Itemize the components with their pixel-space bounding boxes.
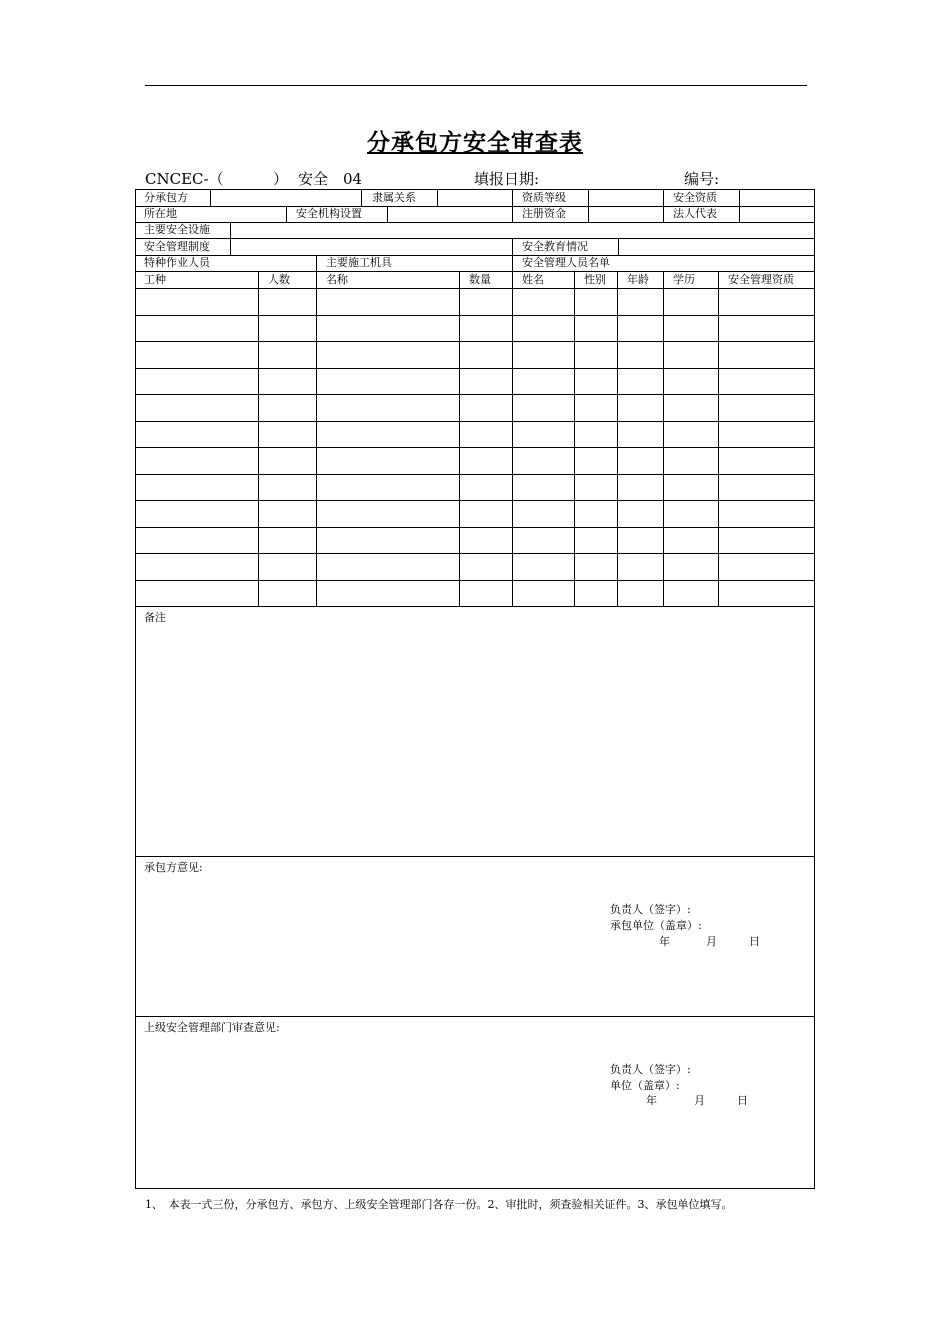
label-subcontractor: 分承包方: [144, 191, 188, 204]
col-safety-qualification: 安全管理资质: [728, 273, 794, 286]
label-safety-staff-list: 安全管理人员名单: [522, 256, 610, 269]
col-name: 名称: [326, 273, 348, 286]
form-title: 分承包方安全审查表: [367, 129, 583, 156]
label-safety-system: 安全管理制度: [144, 240, 210, 253]
superior-opinion-label: 上级安全管理部门审查意见:: [144, 1021, 280, 1034]
code-label: CNCEC-（: [145, 170, 224, 188]
contractor-day: 日: [749, 935, 760, 948]
col-quantity: 数量: [469, 273, 491, 286]
label-safety-facilities: 主要安全设施: [144, 223, 210, 236]
contractor-month: 月: [706, 935, 717, 948]
label-qualification-grade: 资质等级: [522, 191, 566, 204]
form-number: 安全 04: [298, 170, 363, 188]
superior-year: 年: [646, 1094, 657, 1107]
contractor-opinion-label: 承包方意见:: [144, 861, 203, 874]
label-legal-representative: 法人代表: [673, 207, 717, 220]
code-close: ）: [273, 170, 289, 188]
col-age: 年龄: [627, 273, 649, 286]
col-person-name: 姓名: [522, 273, 544, 286]
superior-unit-seal: 单位（盖章）:: [610, 1079, 680, 1092]
col-gender: 性别: [584, 273, 606, 286]
contractor-year: 年: [659, 935, 670, 948]
label-safety-education: 安全教育情况: [522, 240, 588, 253]
number-label: 编号:: [684, 170, 720, 188]
remarks-label: 备注: [144, 611, 166, 624]
col-education: 学历: [673, 273, 695, 286]
col-headcount: 人数: [268, 273, 290, 286]
footnote: 1、 本表一式三份，分承包方、承包方、上级安全管理部门各存一份。2、审批时，须查验相关证件。3、承包单位填写。: [145, 1198, 733, 1211]
review-table: [135, 189, 815, 1189]
label-location: 所在地: [144, 207, 177, 220]
superior-month: 月: [694, 1094, 705, 1107]
label-main-machinery: 主要施工机具: [326, 256, 392, 269]
col-trade: 工种: [144, 273, 166, 286]
superior-person-sign: 负责人（签字）:: [610, 1063, 691, 1076]
contractor-person-sign: 负责人（签字）:: [610, 903, 691, 916]
label-safety-org: 安全机构设置: [296, 207, 362, 220]
fill-date-label: 填报日期:: [474, 170, 540, 188]
label-special-workers: 特种作业人员: [144, 256, 210, 269]
top-rule: [145, 85, 807, 86]
superior-day: 日: [737, 1094, 748, 1107]
label-safety-qualification: 安全资质: [673, 191, 717, 204]
label-affiliation: 隶属关系: [372, 191, 416, 204]
contractor-unit-seal: 承包单位（盖章）:: [610, 919, 702, 932]
label-registered-capital: 注册资金: [522, 207, 566, 220]
